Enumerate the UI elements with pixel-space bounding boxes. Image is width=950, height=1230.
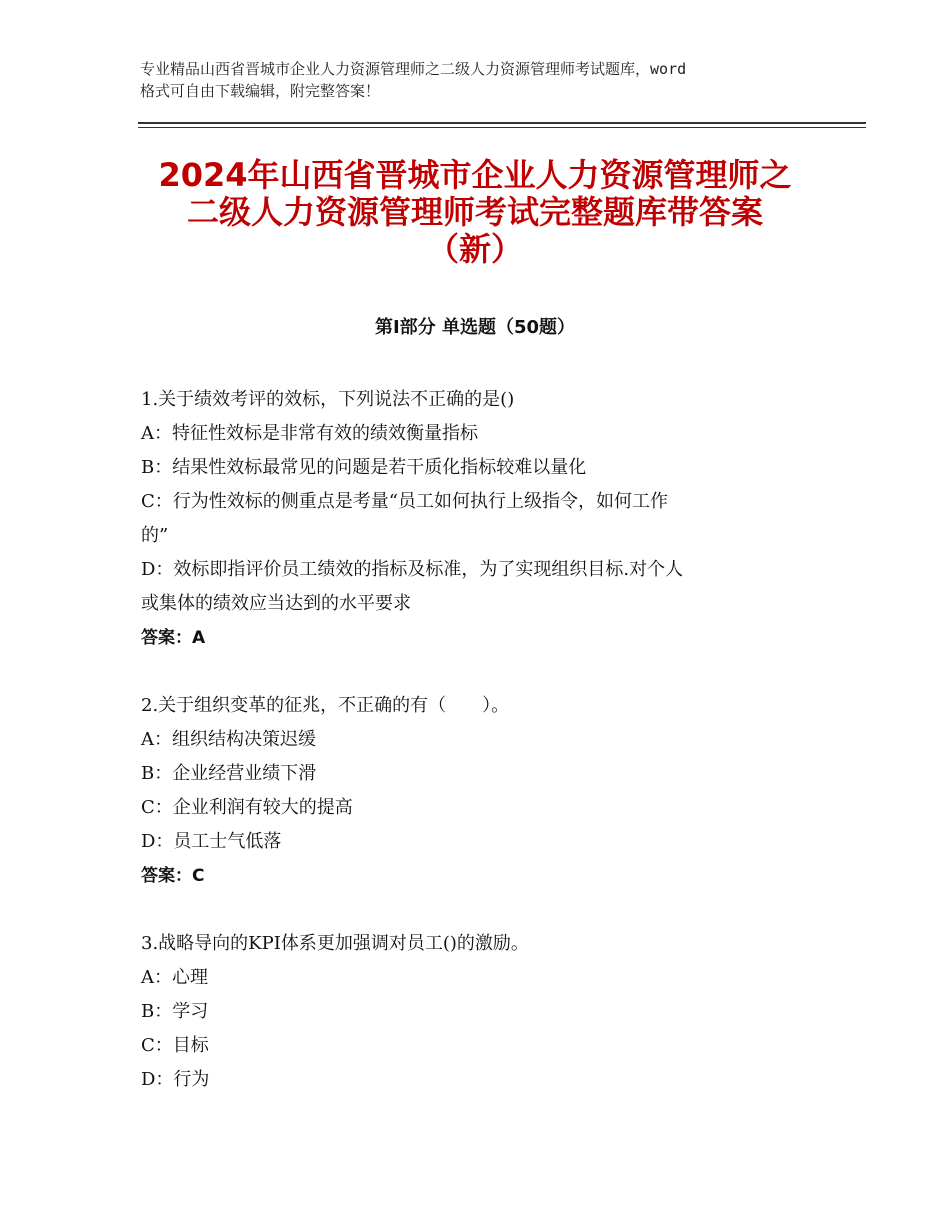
option-a: A：特征性效标是非常有效的绩效衡量指标 (141, 423, 478, 444)
header-note-line-2: 格式可自由下载编辑，附完整答案！ (140, 82, 381, 100)
question-stem: 2.关于组织变革的征兆，不正确的有（ ）。 (141, 695, 510, 716)
option-c: C：行为性效标的侧重点是考量“员工如何执行上级指令，如何工作 (141, 491, 668, 512)
question-list (141, 383, 821, 1131)
option-b: B：企业经营业绩下滑 (141, 763, 317, 784)
option-b: B：结果性效标最常见的问题是若干质化指标较难以量化 (141, 457, 587, 478)
option-a: A：心理 (141, 967, 208, 988)
option-a: A：组织结构决策迟缓 (141, 729, 316, 750)
document-title-line-1: 2024年山西省晋城市企业人力资源管理师之 (158, 156, 792, 194)
document-title-line-3: （新） (426, 230, 523, 268)
option-d: D：员工士气低落 (141, 831, 282, 852)
question-3 (141, 927, 821, 1097)
option-d: D：行为 (141, 1069, 210, 1090)
option-c: C：企业利润有较大的提高 (141, 797, 353, 818)
question-1 (141, 383, 821, 655)
option-c-continued: 的” (141, 525, 169, 546)
answer-label: 答案：A (141, 628, 206, 648)
header-divider-thick (138, 122, 866, 124)
option-d-continued: 或集体的绩效应当达到的水平要求 (141, 593, 411, 614)
header-divider-thin (138, 127, 866, 128)
answer-label: 答案：C (141, 866, 205, 886)
section-title: 第Ⅰ部分 单选题（50题） (374, 317, 575, 338)
header-note (140, 58, 820, 102)
question-stem: 3.战略导向的KPI体系更加强调对员工()的激励。 (141, 933, 529, 954)
question-2 (141, 689, 821, 893)
option-c: C：目标 (141, 1035, 209, 1056)
document-title-line-2: 二级人力资源管理师考试完整题库带答案 (186, 193, 763, 231)
option-d: D：效标即指评价员工绩效的指标及标准，为了实现组织目标.对个人 (141, 559, 684, 580)
header-note-line-1: 专业精品山西省晋城市企业人力资源管理师之二级人力资源管理师考试题库，word (140, 60, 687, 78)
question-stem: 1.关于绩效考评的效标，下列说法不正确的是() (141, 389, 515, 410)
document-title (100, 157, 850, 268)
option-b: B：学习 (141, 1001, 209, 1022)
